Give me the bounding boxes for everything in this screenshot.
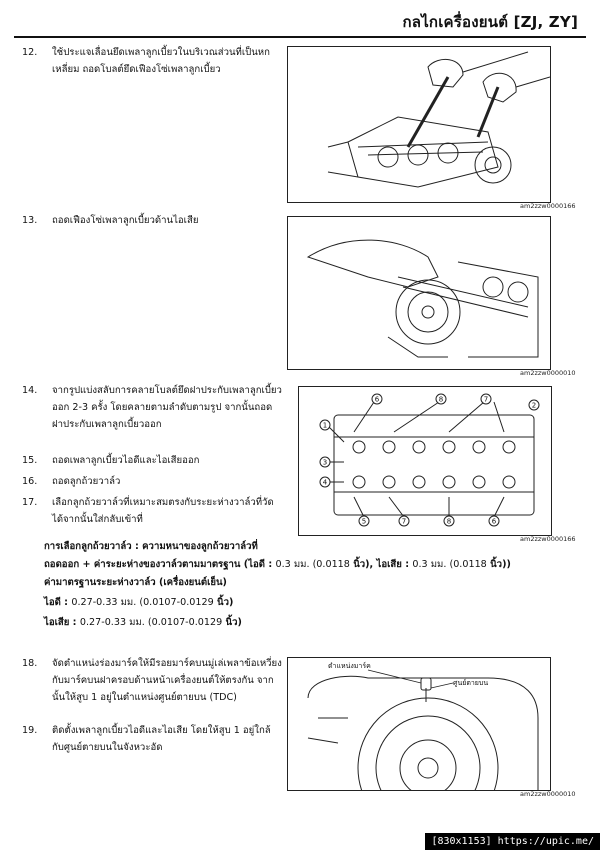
figure-id: am2zzw0000010 xyxy=(520,790,576,798)
figure-camshaft-wrench xyxy=(287,46,551,203)
spec-line-2 xyxy=(44,556,511,573)
spec-intake-unit: นิ้ว) xyxy=(213,597,234,608)
bolt-sequence-illustration xyxy=(299,387,551,535)
callout-8b: 8 xyxy=(446,517,452,526)
step-number: 19. xyxy=(22,725,38,736)
callout-1: 1 xyxy=(322,421,328,430)
step-12 xyxy=(22,44,284,84)
label-tdc: ศูนย์ตายบน xyxy=(453,679,489,687)
spec-intake xyxy=(44,594,233,611)
step-number: 12. xyxy=(22,47,38,58)
crank-pulley-illustration xyxy=(288,658,550,790)
spec-intake-label: ไอดี : xyxy=(44,597,72,608)
step-text: ใช้ประแจเลื่อนยึดเพลาลูกเบี้ยวในบริเวณส่วนที่เป็นหกเหลี่ยม ถอดโบลต์ยึดเฟืองโซ่เพลาลูกเบี้ยว xyxy=(52,47,270,75)
callout-3: 3 xyxy=(322,458,328,467)
step-13 xyxy=(22,212,284,232)
label-timing-mark: ตำแหน่งมาร์ค xyxy=(328,662,371,670)
page-title: กลไกเครื่องยนต์ [ZJ, ZY] xyxy=(402,13,578,31)
figure-id: am2zzw0000166 xyxy=(520,535,576,543)
step-text: ติดตั้งเพลาลูกเบี้ยวไอดีและไอเสีย โดยให้สูบ 1 อยู่ใกล้กับศูนย์ตายบนในจังหวะอัด xyxy=(52,725,271,753)
step-number: 17. xyxy=(22,497,38,508)
spec-line-1: การเลือกลูกถ้วยวาล์ว : ความหนาของลูกถ้วยวาล์วที่ xyxy=(44,541,258,552)
figure-id: am2zzw0000010 xyxy=(520,369,576,377)
step-text: ถอดลูกถ้วยวาล์ว xyxy=(52,476,121,487)
spec-exhaust-value: 0.27-0.33 มม. (0.0107-0.0129 xyxy=(79,617,223,628)
step-17 xyxy=(22,494,284,532)
page-header xyxy=(0,0,600,40)
step-number: 15. xyxy=(22,455,38,466)
callout-6: 6 xyxy=(374,395,380,404)
camshaft-wrench-illustration xyxy=(288,47,550,202)
step-text: เลือกลูกถ้วยวาล์วที่เหมาะสมตรงกับระยะห่างวาล์วที่วัดได้จากนั้นใส่กลับเข้าที่ xyxy=(52,497,274,525)
step-number: 16. xyxy=(22,476,38,487)
spec-exhaust-label: ไอเสีย : xyxy=(44,617,80,628)
exhaust-sprocket-illustration xyxy=(288,217,550,369)
figure-id: am2zzw0000166 xyxy=(520,202,576,210)
callout-7b: 7 xyxy=(401,517,407,526)
spec-exhaust-unit: นิ้ว) xyxy=(222,617,242,628)
figure-crank-pulley-mark xyxy=(287,657,551,791)
step-number: 14. xyxy=(22,385,38,396)
spec-line-3: ค่ามาตรฐานระยะห่างวาล์ว (เครื่องยนต์เย็น) xyxy=(44,577,227,588)
step-number: 18. xyxy=(22,658,38,669)
spec-line-2-end: นิ้ว)) xyxy=(486,559,511,570)
step-15 xyxy=(22,452,284,470)
step-18 xyxy=(22,655,284,711)
watermark: [830x1153] https://upic.me/ xyxy=(425,833,600,850)
step-text: ถอดเฟืองโซ่เพลาลูกเบี้ยวด้านไอเสีย xyxy=(52,215,199,226)
callout-2: 2 xyxy=(531,401,537,410)
callout-7: 7 xyxy=(483,395,489,404)
callout-8: 8 xyxy=(438,395,444,404)
step-number: 13. xyxy=(22,215,38,226)
callout-4: 4 xyxy=(322,478,328,487)
spec-exhaust xyxy=(44,614,242,631)
spec-line-2-mid: นิ้ว), ไอเสีย : xyxy=(349,559,413,570)
spec-intake-standard: 0.3 มม. (0.0118 xyxy=(275,559,350,570)
spec-exhaust-standard: 0.3 มม. (0.0118 xyxy=(412,559,487,570)
figure-camshaft-bolt-sequence xyxy=(298,386,552,536)
header-rule xyxy=(14,36,586,38)
figure-exhaust-sprocket xyxy=(287,216,551,370)
step-text: จากรูปแบ่งสลับการคลายโบลต์ยึดฝาประกับเพลาลูกเบี้ยวออก 2-3 ครั้ง โดยคลายตามลำดับตามรูป จากนั้นถอดฝาประกับเพลาลูกเบี้ยวออก xyxy=(52,385,282,430)
step-19 xyxy=(22,722,284,760)
step-14 xyxy=(22,382,284,438)
callout-6b: 6 xyxy=(491,517,497,526)
spec-intake-value: 0.27-0.33 มม. (0.0107-0.0129 xyxy=(71,597,214,608)
spec-line-2-pre: ถอดออก + ค่าระยะห่างของวาล์วตามมาตรฐาน (ไอดี : xyxy=(44,559,276,570)
callout-5: 5 xyxy=(361,517,367,526)
step-16 xyxy=(22,473,284,491)
step-text: จัดตำแหน่งร่องมาร์คให้มีรอยมาร์คบนมู่เล่เพลาข้อเหวี่ยงกับมาร์คบนฝาครอบด้านหน้าเครื่องยนต์ให้ตรงกัน จากนั้นให้สูบ 1 อยู่ในตำแหน่งศูนย์ตายบน (TDC) xyxy=(52,658,282,703)
step-text: ถอดเพลาลูกเบี้ยวไอดีและไอเสียออก xyxy=(52,455,200,466)
